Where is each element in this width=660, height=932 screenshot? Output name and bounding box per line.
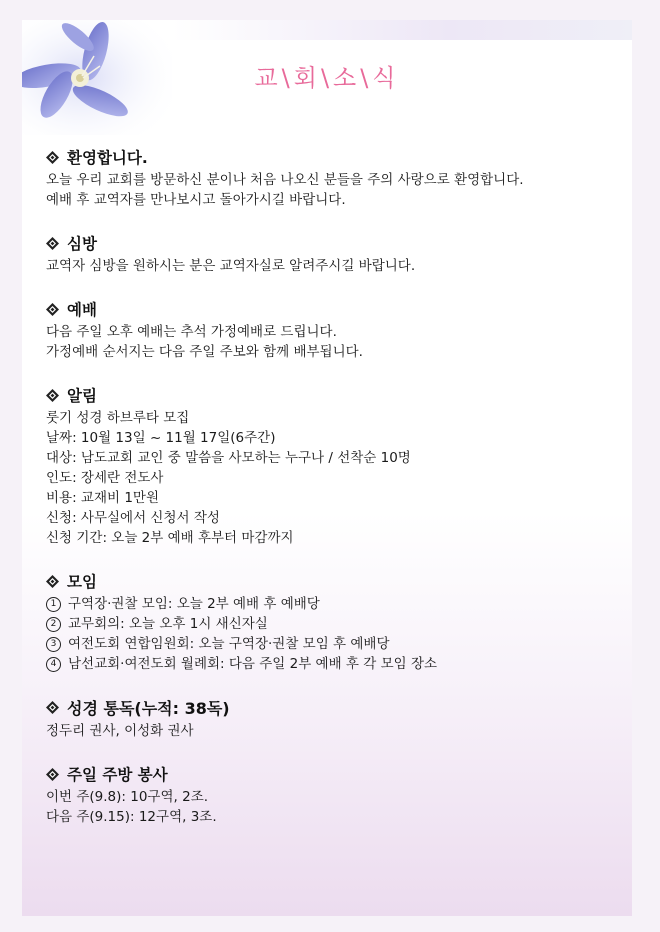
section-notice [46, 384, 616, 548]
circled-number: 1 [46, 597, 61, 612]
list-item [46, 634, 616, 654]
list-item-text: 교무회의: 오늘 오후 1시 새신자실 [68, 616, 268, 632]
list-item [46, 654, 616, 674]
section-line: 정두리 권사, 이성화 권사 [46, 723, 194, 739]
section-line: 오늘 우리 교회를 방문하신 분이나 처음 나오신 분들을 주의 사랑으로 환영합니다. [46, 172, 524, 188]
diamond-bullet-icon [46, 389, 59, 402]
circled-number: 2 [46, 617, 61, 632]
section-welcome [46, 146, 616, 210]
section-bible-reading [46, 696, 616, 741]
section-heading: 알림 [67, 387, 97, 405]
section-line: 날짜: 10월 13일 ~ 11월 17일(6주간) [46, 430, 276, 446]
section-line: 다음 주(9.15): 12구역, 3조. [46, 809, 217, 825]
list-item [46, 594, 616, 614]
section-heading: 환영합니다. [67, 149, 148, 167]
section-line: 대상: 남도교회 교인 중 말씀을 사모하는 누구나 / 선착순 10명 [46, 450, 411, 466]
section-line: 예배 후 교역자를 만나보시고 돌아가시길 바랍니다. [46, 192, 346, 208]
section-line: 다음 주일 오후 예배는 추석 가정예배로 드립니다. [46, 324, 337, 340]
section-heading: 주일 주방 봉사 [67, 766, 168, 784]
section-line: 비용: 교재비 1만원 [46, 490, 160, 506]
diamond-bullet-icon [46, 768, 59, 781]
section-heading: 예배 [67, 301, 97, 319]
diamond-bullet-icon [46, 303, 59, 316]
diamond-bullet-icon [46, 575, 59, 588]
list-item-text: 남선교회·여전도회 월례회: 다음 주일 2부 예배 후 각 모임 장소 [68, 656, 438, 672]
section-kitchen-service [46, 763, 616, 827]
section-heading: 심방 [67, 235, 97, 253]
section-heading: 성경 통독(누적: 38독) [67, 699, 230, 718]
section-line: 가정예배 순서지는 다음 주일 주보와 함께 배부됩니다. [46, 344, 363, 360]
section-meetings [46, 570, 616, 674]
section-line: 인도: 장세란 전도사 [46, 470, 164, 486]
section-visitation [46, 232, 616, 276]
bulletin-page [22, 20, 632, 916]
diamond-bullet-icon [46, 151, 59, 164]
section-line: 이번 주(9.8): 10구역, 2조. [46, 789, 209, 805]
section-line: 교역자 심방을 원하시는 분은 교역자실로 알려주시길 바랍니다. [46, 258, 416, 274]
circled-number: 4 [46, 657, 61, 672]
section-heading: 모임 [67, 573, 97, 591]
section-line: 신청: 사무실에서 신청서 작성 [46, 510, 220, 526]
news-content [46, 146, 616, 849]
top-decoration-band [172, 20, 632, 40]
section-line: 신청 기간: 오늘 2부 예배 후부터 마감까지 [46, 530, 294, 546]
circled-number: 3 [46, 637, 61, 652]
diamond-bullet-icon [46, 237, 59, 250]
section-line: 룻기 성경 하브루타 모집 [46, 410, 190, 426]
diamond-bullet-icon [46, 701, 59, 714]
list-item [46, 614, 616, 634]
list-item-text: 구역장·권찰 모임: 오늘 2부 예배 후 예배당 [68, 596, 320, 612]
section-worship [46, 298, 616, 362]
page-title: 교\회\소\식 [254, 64, 400, 92]
list-item-text: 여전도회 연합임원회: 오늘 구역장·권찰 모임 후 예배당 [68, 636, 390, 652]
